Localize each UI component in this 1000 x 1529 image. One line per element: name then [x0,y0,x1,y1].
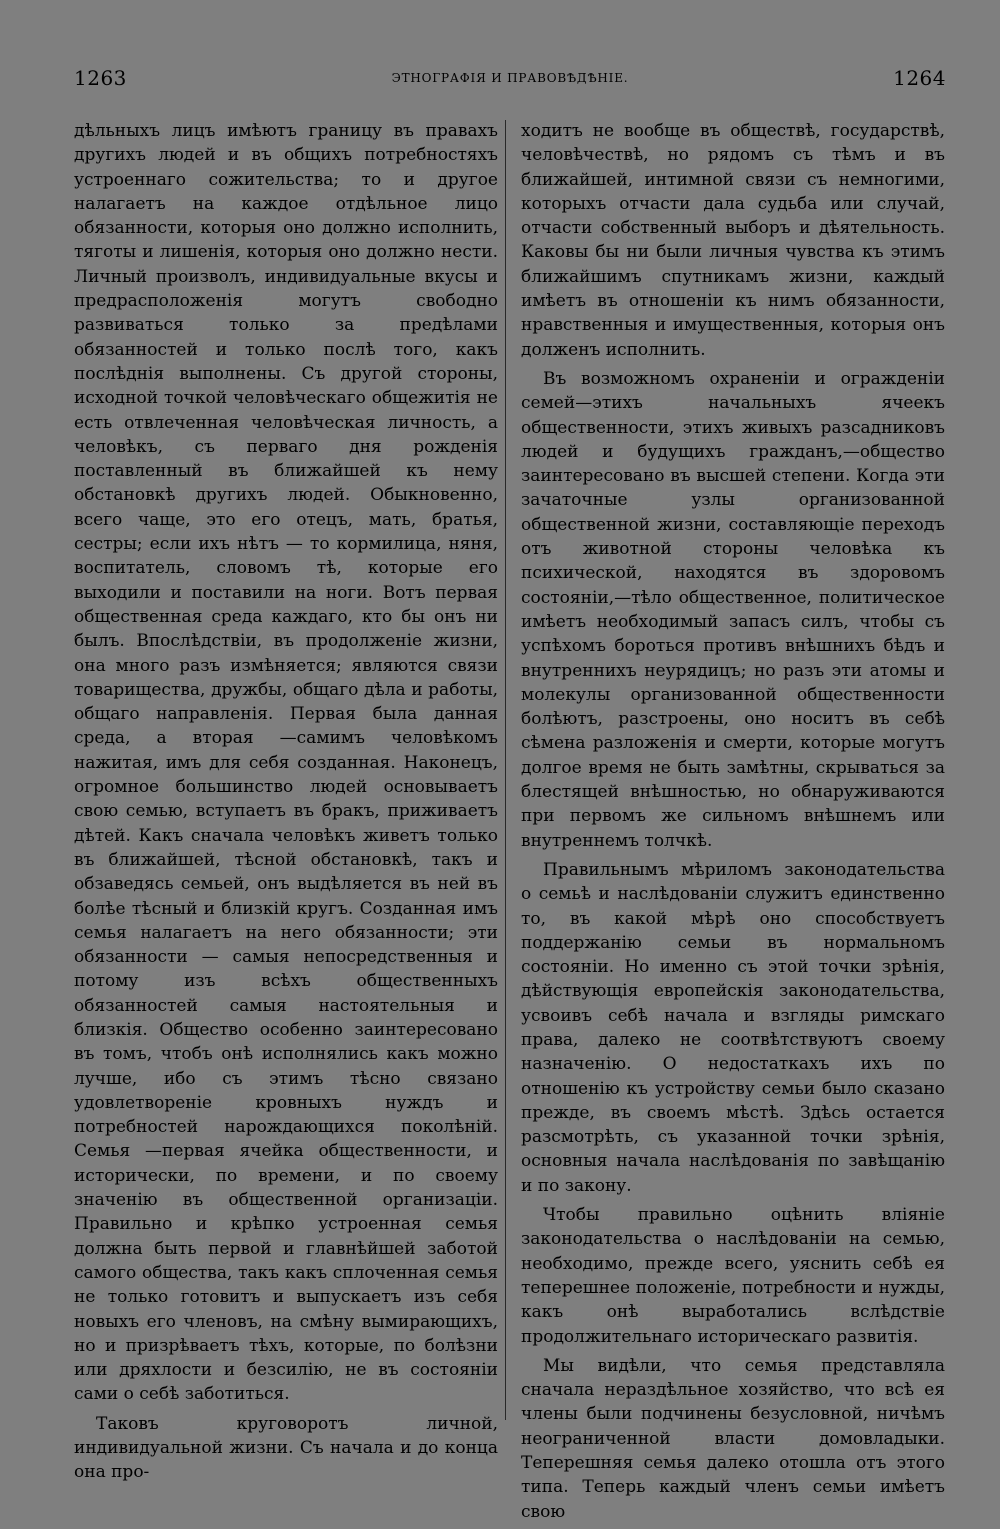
running-title: ЭТНОГРАФІЯ И ПРАВОВѢДѢНІЕ. [391,71,629,85]
right-column [521,119,945,1529]
page-number-right: 1264 [893,66,946,90]
left-paragraph-2: Таковъ круговоротъ личной, индивидуальной жизни. Съ начала и до конца она про- [74,1413,498,1483]
right-paragraph-3: Правильнымъ мѣриломъ законодательства о семьѣ и наслѣдованіи служитъ единственно то, въ какой мѣрѣ оно способствуетъ поддержанію семьи въ нормальномъ состояніи. Но именно съ этой точки зрѣнія, дѣйствующія европейскія законодательства, усвоивъ себѣ начала и взгляды римскаго права, далеко не соотвѣтствуютъ своему назначенію. О недостаткахъ ихъ по отношенію къ устройству семьи было сказано прежде, въ своемъ мѣстѣ. Здѣсь остается разсмотрѣть, съ указанной точки зрѣнія, основныя начала наслѣдованія по завѣщанію и по закону. [521,859,945,1196]
page-number-left: 1263 [74,66,127,90]
column-divider [505,120,506,1420]
left-column [74,119,498,1490]
right-paragraph-2: Въ возможномъ охраненіи и огражденіи семей—этихъ начальныхъ ячеекъ общественности, этихъ живыхъ разсадниковъ людей и будущихъ гражданъ,—общество заинтересовано въ высшей степени. Когда эти зачаточные узлы организованной общественной жизни, составляющіе переходъ отъ животной стороны человѣка къ психической, находятся въ здоровомъ состояніи,—тѣло общественное, политическое имѣетъ необходимый запасъ силъ, чтобы съ успѣхомъ бороться противъ внѣшнихъ бѣдъ и внутреннихъ неурядицъ; но разъ эти атомы и молекулы организованной общественности болѣютъ, разстроены, оно носитъ въ себѣ сѣмена разложенія и смерти, которые могутъ долгое время не быть замѣтны, скрываться за блестящей внѣшностью, но обнаруживаются при первомъ же сильномъ внѣшнемъ или внутреннемъ толчкѣ. [521,368,945,851]
left-paragraph-1: дѣльныхъ лицъ имѣютъ границу въ правахъ другихъ людей и въ общихъ потребностяхъ устроеннаго сожительства; то и другое налагаетъ на каждое отдѣльное лицо обязанности, которыя оно должно исполнить, тяготы и лишенія, которыя оно должно нести. Личный произволъ, индивидуальные вкусы и предрасположенія могутъ свободно развиваться только за предѣлами обязанностей и только послѣ того, какъ послѣднія выполнены. Съ другой стороны, исходной точкой человѣческаго общежитія не есть отвлеченная человѣческая личность, а человѣкъ, съ перваго дня рожденія поставленный въ ближайшей къ нему обстановкѣ другихъ людей. Обыкновенно, всего чаще, это его отецъ, мать, братья, сестры; если ихъ нѣтъ — то кормилица, няня, воспитатель, словомъ тѣ, которые его выходили и поставили на ноги. Вотъ первая общественная среда каждаго, кто бы онъ ни былъ. Впослѣдствіи, въ продолженіе жизни, она много разъ измѣняется; являются связи товарищества, дружбы, общаго дѣла и работы, общаго направленія. Первая была данная среда, а вторая —самимъ человѣкомъ нажитая, имъ для себя созданная. Наконецъ, огромное большинство людей основываетъ свою семью, вступаетъ въ бракъ, приживаетъ дѣтей. Какъ сначала человѣкъ живетъ только въ ближайшей, тѣсной обстановкѣ, такъ и обзаведясь семьей, онъ выдѣляется въ ней въ болѣе тѣсный и близкій кругъ. Созданная имъ семья налагаетъ на него обязанности; эти обязанности — самыя непосредственныя и потому изъ всѣхъ общественныхъ обязанностей самыя настоятельныя и близкія. Общество особенно заинтересовано въ томъ, чтобъ онѣ исполнялись какъ можно лучше, ибо съ этимъ тѣсно связано удовлетвореніе кровныхъ нуждъ и потребностей нарождающихся поколѣній. Семья —первая ячейка общественности, и исторически, по времени, и по своему значенію въ общественной организаціи. Правильно и крѣпко устроенная семья должна быть первой и главнѣйшей заботой самого общества, такъ какъ сплоченная семья не только готовитъ и выпускаетъ изъ себя новыхъ его членовъ, на смѣну вымирающихъ, но и призрѣваетъ тѣхъ, которые, по болѣзни или дряхлости и безсилію, не въ состояніи сами о себѣ заботиться. [74,121,498,1405]
right-paragraph-5: Мы видѣли, что семья представляла сначала нераздѣльное хозяйство, что всѣ ея члены были подчинены безусловной, ничѣмъ неограниченной власти домовладыки. Теперешняя семья далеко отошла отъ этого типа. Теперь каждый членъ семьи имѣетъ свою [521,1355,945,1522]
page-header [74,66,946,96]
right-paragraph-4: Чтобы правильно оцѣнить вліяніе законодательства о наслѣдованіи на семью, необходимо, прежде всего, уяснить себѣ ея теперешнее положеніе, потребности и нужды, какъ онѣ выработались вслѣдствіе продолжительнаго историческаго развитія. [521,1205,945,1347]
right-paragraph-1: ходитъ не вообще въ обществѣ, государствѣ, человѣчествѣ, но рядомъ съ тѣмъ и въ ближайшей, интимной связи съ немногими, которыхъ отчасти дала судьба или случай, отчасти собственный выборъ и дѣятельность. Каковы бы ни были личныя чувства къ этимъ ближайшимъ спутникамъ жизни, каждый имѣетъ въ отношеніи къ нимъ обязанности, нравственныя и имущественныя, которыя онъ долженъ исполнить. [521,121,945,360]
